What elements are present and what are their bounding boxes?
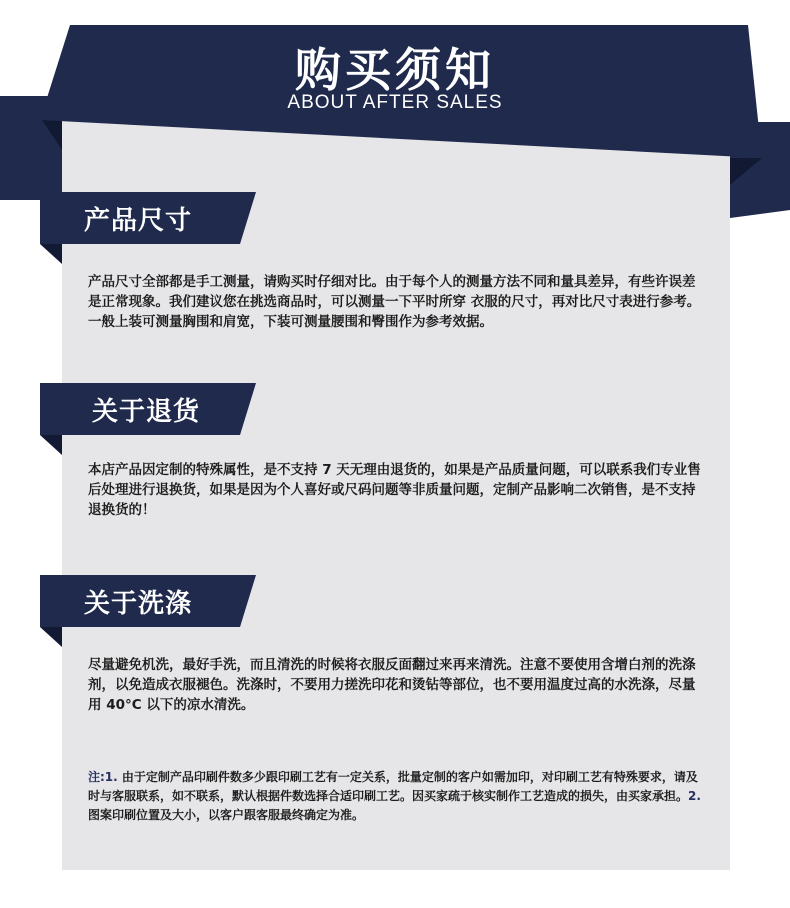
page-subtitle: ABOUT AFTER SALES (287, 92, 503, 113)
note-prefix: 注:1. (88, 770, 118, 784)
section-title-returns: 关于退货 (92, 397, 201, 427)
section-tag-size (40, 192, 256, 244)
section-body-washing: 尽量避免机洗，最好手洗，而且清洗的时候将衣服反面翻过来再来清洗。注意不要使用含增白剂的洗涤剂，以免造成衣服褪色。洗涤时，不要用力搓洗印花和烫钻等部位，也不要用温度过高的水洗涤，尽量用 40°C 以下的凉水清洗。 (88, 657, 696, 713)
section-body-size: 产品尺寸全部都是手工测量，请购买时仔细对比。由于每个人的测量方法不同和量具差异，有些许误差是正常现象。我们建议您在挑选商品时，可以测量一下平时所穿 衣服的尺寸，再对比尺寸表进行参考。一般上装可测量胸围和肩宽，下装可测量腰围和臀围作为参考效据。 (88, 274, 701, 330)
note-part-1: 由于定制产品印刷件数多少跟印刷工艺有一定关系，批量定制的客户如需加印，对印刷工艺有特殊要求，请及时与客服联系，如不联系，默认根据件数选择合适印刷工艺。因买家疏于核实制作工艺造成的损失，由买家承担。 (88, 770, 698, 803)
page-title: 购买须知 (295, 43, 495, 97)
note-number-2: 2. (688, 789, 701, 803)
section-tag-returns (40, 383, 256, 435)
section-title-size: 产品尺寸 (84, 206, 193, 236)
note-part-2: 图案印刷位置及大小，以客户跟客服最终确定为准。 (88, 808, 365, 822)
section-tag-washing (40, 575, 256, 627)
note-text (88, 768, 704, 825)
section-body-returns: 本店产品因定制的特殊属性，是不支持 7 天无理由退货的，如果是产品质量问题，可以联系我们专业售后处理进行退换货，如果是因为个人喜好或尺码问题等非质量问题，定制产品影响二次销售，是不支持退换货的！ (88, 462, 701, 518)
section-title-washing: 关于洗涤 (84, 589, 193, 619)
